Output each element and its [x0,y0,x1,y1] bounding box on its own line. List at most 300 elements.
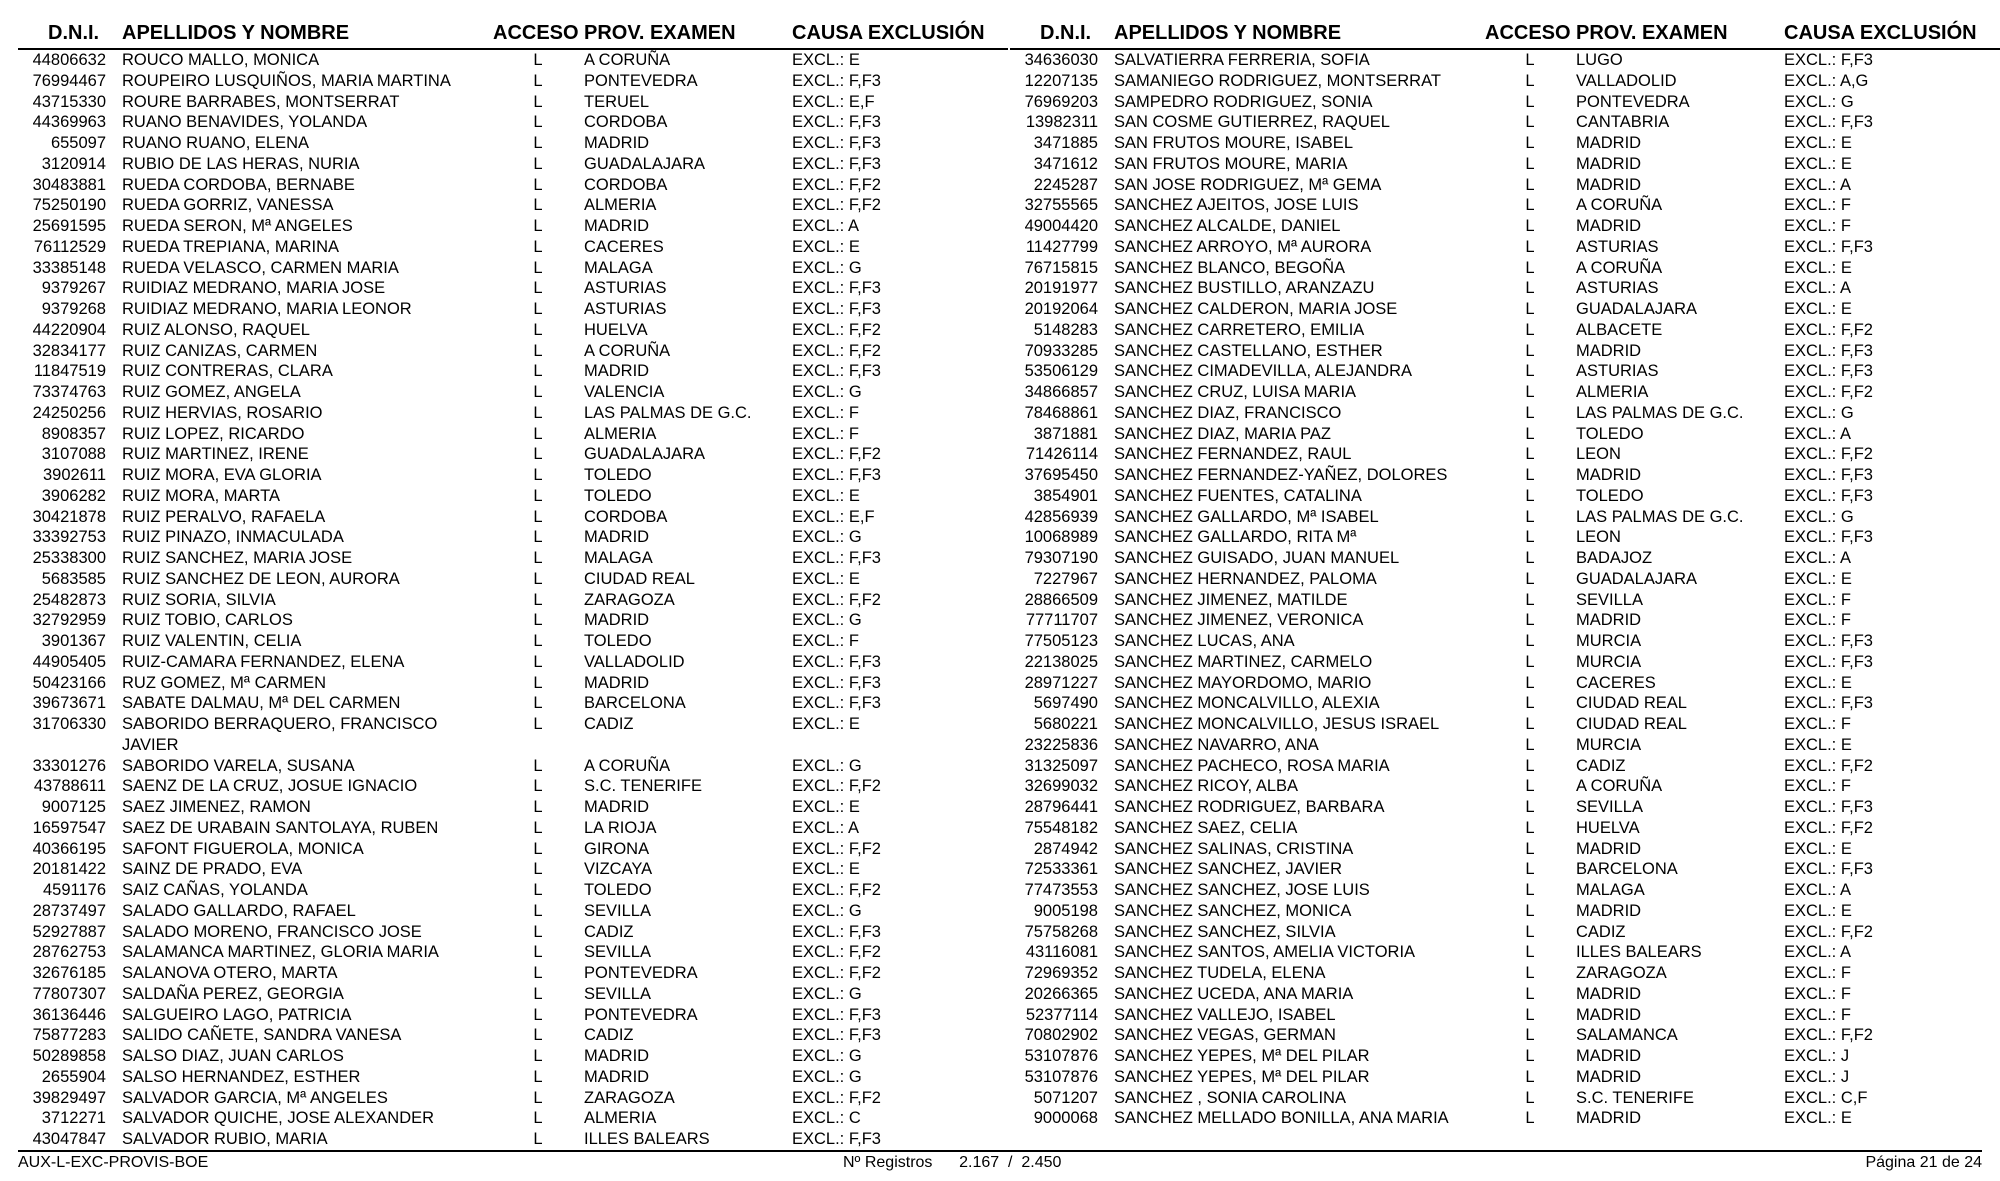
name-cell: SANCHEZ FUENTES, CATALINA [1114,486,1362,505]
dni-cell: 75877283 [32,1026,106,1045]
acceso-cell: L [533,466,543,484]
acceso-cell: L [1525,590,1535,609]
name-cell: SAEZ DE URABAIN SANTOLAYA, RUBEN [122,818,439,837]
table-row [1010,548,2000,569]
acceso-cell: L [1525,528,1535,547]
name-cell: RUIZ MORA, EVA GLORIA [122,466,322,484]
dni-cell: 33385148 [32,258,106,277]
acceso-cell: L [1525,964,1535,982]
prov-cell: TOLEDO [1576,424,1644,443]
name-cell: SAEZ JIMENEZ, RAMON [122,798,311,816]
prov-cell: ASTURIAS [584,300,667,318]
causa-cell: EXCL.: F,F3 [792,71,881,90]
name-cell: RUIDIAZ MEDRANO, MARIA LEONOR [122,300,412,318]
name-cell: ROUCO MALLO, MONICA [122,51,320,69]
name-cell: SANCHEZ SANTOS, AMELIA VICTORIA [1114,943,1416,962]
prov-cell: GUADALAJARA [1576,569,1698,588]
table-row [18,424,1008,445]
acceso-cell: L [533,445,543,464]
dni-cell: 75250190 [32,196,106,215]
name-cell: SALSO HERNANDEZ, ESTHER [122,1067,361,1086]
table-row [18,693,1008,714]
prov-cell: GUADALAJARA [584,445,706,464]
name-cell: SAN FRUTOS MOURE, MARIA [1114,154,1348,173]
table-row [18,444,1008,465]
table-row [1010,756,2000,777]
causa-cell: EXCL.: F [792,424,859,443]
table-row [1010,1088,2000,1109]
acceso-cell: L [533,715,543,733]
table-row [18,1046,1008,1067]
causa-cell: EXCL.: F,F2 [1784,922,1873,941]
causa-cell: EXCL.: G [792,383,862,401]
table-row [18,631,1008,652]
dni-cell: 75758268 [1024,922,1098,941]
prov-cell: CADIZ [1576,756,1626,775]
table-row [1010,278,2000,299]
table-row [1010,424,2000,445]
prov-cell: MALAGA [1576,881,1645,899]
table-row [1010,818,2000,839]
acceso-cell: L [533,798,543,816]
page-footer [18,1152,1982,1176]
prov-cell: TERUEL [584,92,650,111]
table-row [1010,963,2000,984]
name-cell: RUIZ GOMEZ, ANGELA [122,383,301,401]
dni-cell: 72533361 [1024,860,1098,879]
prov-cell: BADAJOZ [1576,549,1653,567]
causa-cell: EXCL.: F,F2 [1784,383,1873,401]
dni-cell: 53506129 [1024,362,1098,381]
causa-cell: EXCL.: F,F2 [1784,756,1873,775]
name-cell: SALADO MORENO, FRANCISCO JOSE [122,922,422,941]
causa-cell: EXCL.: A [792,217,859,235]
table-row [18,901,1008,922]
causa-cell: EXCL.: E [792,798,860,816]
prov-cell: CACERES [584,237,664,256]
name-cell: SANCHEZ ALCALDE, DANIEL [1114,217,1341,235]
acceso-cell: L [1525,1067,1535,1086]
dni-cell: 4591176 [42,881,106,899]
acceso-cell: L [1525,922,1535,941]
dni-cell: 73374763 [32,383,106,401]
dni-cell: 31706330 [32,715,106,733]
dni-cell: 77711707 [1025,611,1098,630]
table-row [1010,631,2000,652]
name-cell: SANCHEZ BUSTILLO, ARANZAZU [1114,279,1375,298]
table-row [18,1025,1008,1046]
acceso-cell: L [1525,383,1535,401]
prov-cell: MADRID [584,134,650,152]
dni-cell: 2655904 [41,1067,106,1086]
name-cell: SAMPEDRO RODRIGUEZ, SONIA [1114,92,1373,111]
name-cell: SANCHEZ SALINAS, CRISTINA [1114,839,1354,858]
causa-cell: EXCL.: F,F3 [792,673,881,692]
prov-cell: MADRID [584,528,650,547]
dni-cell: 24250256 [32,403,106,422]
acceso-cell: L [533,694,543,713]
table-row [1010,486,2000,507]
dni-cell: 53107876 [1024,1047,1098,1065]
prov-cell: TOLEDO [1576,486,1644,505]
table-row [18,299,1008,320]
document-code: AUX-L-EXC-PROVIS-BOE [18,1154,209,1171]
dni-cell: 37695450 [1024,466,1098,484]
dni-cell: 5148283 [1033,320,1098,339]
prov-cell: MADRID [584,798,650,816]
acceso-cell: L [1525,1026,1535,1045]
name-cell: SANCHEZ GALLARDO, Mª ISABEL [1114,507,1379,526]
acceso-cell: L [1525,1088,1535,1107]
table-row [1010,216,2000,237]
table-row [18,175,1008,196]
name-cell: SALVADOR RUBIO, MARIA [122,1130,328,1148]
dni-cell: 5680221 [1033,715,1098,733]
table-row [1010,922,2000,943]
name-cell: SAIZ CAÑAS, YOLANDA [122,881,308,899]
table-row [18,527,1008,548]
table-row [1010,258,2000,279]
name-cell: SALVATIERRA FERRERIA, SOFIA [1114,51,1370,69]
causa-cell: EXCL.: F,F2 [792,777,881,796]
table-row [18,590,1008,611]
acceso-cell: L [533,528,543,547]
table-row [18,320,1008,341]
prov-cell: MALAGA [584,258,653,277]
acceso-cell: L [1525,362,1535,381]
causa-cell: EXCL.: F,F3 [1784,528,1873,547]
dni-cell: 32792959 [32,611,106,630]
dni-cell: 43047847 [32,1130,106,1148]
name-cell: SANCHEZ RODRIGUEZ, BARBARA [1114,798,1385,816]
prov-cell: SEVILLA [584,943,651,962]
causa-cell: EXCL.: F,F3 [1784,694,1873,713]
dni-cell: 42856939 [1024,507,1098,526]
prov-cell: S.C. TENERIFE [1576,1088,1694,1107]
acceso-cell: L [1525,154,1535,173]
dni-cell: 76969203 [1024,92,1098,111]
causa-cell: EXCL.: G [792,1047,862,1065]
acceso-cell: L [533,424,543,443]
dni-cell: 3906282 [41,486,106,505]
causa-cell: EXCL.: F,F3 [792,300,881,318]
causa-cell: EXCL.: G [792,984,862,1003]
prov-cell: MADRID [1576,466,1642,484]
dni-cell: 3901367 [41,632,106,650]
table-row [18,133,1008,154]
causa-cell: EXCL.: F,F3 [1784,341,1873,360]
dni-cell: 44905405 [32,652,106,671]
name-cell: RUIDIAZ MEDRANO, MARIA JOSE [122,279,386,298]
acceso-cell: L [533,1067,543,1086]
acceso-cell: L [1525,881,1535,899]
name-cell: SALIDO CAÑETE, SANDRA VANESA [122,1026,402,1045]
prov-cell: HUELVA [1576,818,1640,837]
acceso-cell: L [1525,839,1535,858]
prov-cell: SEVILLA [584,984,651,1003]
acceso-cell: L [1525,51,1535,69]
acceso-cell: L [533,258,543,277]
prov-cell: VALLADOLID [1576,71,1677,90]
name-cell: SANCHEZ CASTELLANO, ESTHER [1114,341,1383,360]
table-rows-left [18,50,1008,1150]
prov-cell: A CORUÑA [584,756,671,775]
prov-cell: GIRONA [584,839,650,858]
name-cell: SANCHEZ CRUZ, LUISA MARIA [1114,383,1357,401]
name-cell: SANCHEZ VALLEJO, ISABEL [1114,1005,1336,1024]
acceso-cell: L [533,881,543,899]
name-cell: SANCHEZ UCEDA, ANA MARIA [1114,984,1354,1003]
dni-cell: 20191977 [1024,279,1098,298]
dni-cell: 76112529 [33,237,106,256]
acceso-cell: L [533,237,543,256]
causa-cell: EXCL.: E,F [792,507,875,526]
table-row [1010,112,2000,133]
table-row [18,154,1008,175]
prov-cell: ALMERIA [584,1109,657,1128]
name-cell: RUIZ HERVIAS, ROSARIO [122,403,323,422]
acceso-cell: L [533,943,543,962]
header-causa-exclusion: CAUSA EXCLUSIÓN [792,22,985,44]
table-row [1010,693,2000,714]
dni-cell: 77807307 [32,984,106,1003]
prov-cell: MADRID [1576,611,1642,630]
prov-cell: LAS PALMAS DE G.C. [1576,403,1744,422]
name-cell: SANCHEZ YEPES, Mª DEL PILAR [1114,1067,1370,1086]
acceso-cell: L [533,652,543,671]
acceso-cell: L [533,549,543,567]
causa-cell: EXCL.: F,F3 [792,134,881,152]
causa-cell: EXCL.: F,F2 [792,964,881,982]
causa-cell: EXCL.: E,F [792,92,875,111]
acceso-cell: L [1525,279,1535,298]
table-row [1010,403,2000,424]
table-row [18,361,1008,382]
acceso-cell: L [533,1047,543,1065]
dni-cell: 36136446 [32,1005,106,1024]
prov-cell: LUGO [1576,51,1623,69]
acceso-cell: L [1525,237,1535,256]
causa-cell: EXCL.: F [1784,984,1851,1003]
dni-cell: 77505123 [1024,632,1098,650]
causa-cell: EXCL.: G [792,1067,862,1086]
causa-cell: EXCL.: F,F3 [792,466,881,484]
dni-cell: 9379268 [41,300,106,318]
dni-cell: 30421878 [32,507,106,526]
dni-cell: 2874942 [1033,839,1098,858]
causa-cell: EXCL.: F [1784,715,1851,733]
name-cell: RUIZ PERALVO, RAFAELA [122,507,326,526]
acceso-cell: L [1525,258,1535,277]
dni-cell: 49004420 [1024,217,1098,235]
name-cell: RUEDA VELASCO, CARMEN MARIA [122,258,399,277]
dni-cell: 33392753 [32,528,106,547]
acceso-cell: L [1525,798,1535,816]
name-cell: ROURE BARRABES, MONTSERRAT [122,92,400,111]
dni-cell: 39673671 [32,694,106,713]
dni-cell: 70802902 [1024,1026,1098,1045]
prov-cell: MADRID [1576,341,1642,360]
prov-cell: TOLEDO [584,632,652,650]
dni-cell: 3471885 [1033,134,1098,152]
dni-cell: 3854901 [1033,486,1098,505]
table-row [1010,299,2000,320]
acceso-cell: L [533,403,543,422]
name-cell: SANCHEZ MONCALVILLO, ALEXIA [1114,694,1380,713]
dni-cell: 28737497 [32,901,106,920]
dni-cell: 28762753 [32,943,106,962]
acceso-cell: L [1525,403,1535,422]
name-cell: SANCHEZ JIMENEZ, VERONICA [1114,611,1364,630]
table-row [1010,652,2000,673]
dni-cell: 9005198 [1033,901,1098,920]
name-cell: SAMANIEGO RODRIGUEZ, MONTSERRAT [1114,71,1441,90]
table-row [18,673,1008,694]
dni-cell: 40366195 [32,839,106,858]
acceso-cell: L [1525,756,1535,775]
prov-cell: GUADALAJARA [584,154,706,173]
table-row [1010,507,2000,528]
name-cell: RUIZ PINAZO, INMACULADA [122,528,344,547]
causa-cell: EXCL.: F [1784,196,1851,215]
dni-cell: 44369963 [32,113,106,132]
causa-cell: EXCL.: A [1784,279,1851,298]
prov-cell: MADRID [1576,839,1642,858]
table-row [18,50,1008,71]
name-cell: SANCHEZ SANCHEZ, MONICA [1114,901,1352,920]
name-cell: RUIZ SANCHEZ DE LEON, AURORA [122,569,400,588]
prov-cell: VALLADOLID [584,652,685,671]
prov-cell: VALENCIA [584,383,665,401]
causa-cell: EXCL.: E [1784,154,1852,173]
causa-cell: EXCL.: F,F3 [1784,237,1873,256]
causa-cell: EXCL.: F,F2 [1784,1026,1873,1045]
acceso-cell: L [533,964,543,982]
record-count: Nº Registros 2.167 / 2.450 [843,1154,1062,1171]
dni-cell: 3902611 [42,466,106,484]
causa-cell: EXCL.: A [1784,424,1851,443]
prov-cell: SEVILLA [1576,590,1643,609]
name-cell: RUIZ SANCHEZ, MARIA JOSE [122,549,353,567]
name-cell: SANCHEZ , SONIA CAROLINA [1114,1088,1346,1107]
acceso-cell: L [1525,196,1535,215]
column-header [18,18,1008,50]
causa-cell: EXCL.: E [1784,300,1852,318]
prov-cell: SEVILLA [1576,798,1643,816]
causa-cell: EXCL.: F,F2 [792,943,881,962]
name-cell: RUANO BENAVIDES, YOLANDA [122,113,368,132]
dni-cell: 72969352 [1024,964,1098,982]
name-cell: SANCHEZ PACHECO, ROSA MARIA [1114,756,1390,775]
causa-cell: EXCL.: F,F2 [1784,320,1873,339]
dni-cell: 3471612 [1033,154,1098,173]
prov-cell: A CORUÑA [1576,196,1663,215]
name-cell: SANCHEZ LUCAS, ANA [1114,632,1295,650]
acceso-cell: L [533,320,543,339]
prov-cell: ASTURIAS [1576,362,1659,381]
dni-cell: 11427799 [1025,237,1098,256]
causa-cell: EXCL.: F,F2 [792,196,881,215]
name-cell: RUIZ LOPEZ, RICARDO [122,424,305,443]
causa-cell: EXCL.: E [792,237,860,256]
table-row [1010,133,2000,154]
causa-cell: EXCL.: G [792,901,862,920]
prov-cell: MADRID [1576,1005,1642,1024]
name-cell: RUIZ VALENTIN, CELIA [122,632,302,650]
table-row [1010,71,2000,92]
table-row [1010,590,2000,611]
causa-cell: EXCL.: A [1784,881,1851,899]
name-cell: RUEDA CORDOBA, BERNABE [122,175,355,194]
causa-cell: EXCL.: G [1784,92,1854,111]
prov-cell: MADRID [1576,134,1642,152]
dni-cell: 22138025 [1024,652,1098,671]
prov-cell: LAS PALMAS DE G.C. [1576,507,1744,526]
acceso-cell: L [533,279,543,298]
prov-cell: ALMERIA [584,196,657,215]
name-cell: SANCHEZ VEGAS, GERMAN [1114,1026,1336,1045]
name-cell: SABORIDO VARELA, SUSANA [122,756,355,775]
acceso-cell: L [1525,818,1535,837]
dni-cell: 78468861 [1024,403,1098,422]
dni-cell: 43116081 [1025,943,1098,962]
causa-cell: EXCL.: F,F3 [1784,486,1873,505]
table-row [18,507,1008,528]
prov-cell: A CORUÑA [1576,258,1663,277]
table-row [18,403,1008,424]
causa-cell: EXCL.: A [1784,175,1851,194]
prov-cell: MADRID [1576,1109,1642,1128]
acceso-cell: L [1525,113,1535,132]
causa-cell: EXCL.: F,F3 [792,362,881,381]
dni-cell: 79307190 [1024,549,1098,567]
name-cell: SALVADOR GARCIA, Mª ANGELES [122,1088,388,1107]
causa-cell: EXCL.: F [792,403,859,422]
causa-cell: EXCL.: E [1784,735,1852,754]
causa-cell: EXCL.: F,F3 [792,652,881,671]
prov-cell: CIUDAD REAL [1576,694,1687,713]
causa-cell: EXCL.: E [1784,134,1852,152]
name-cell: RUEDA TREPIANA, MARINA [122,237,339,256]
table-row [1010,195,2000,216]
causa-cell: EXCL.: F,F3 [792,279,881,298]
acceso-cell: L [533,756,543,775]
causa-cell: EXCL.: C [792,1109,861,1128]
acceso-cell: L [533,777,543,796]
acceso-cell: L [1525,175,1535,194]
causa-cell: EXCL.: F,F3 [792,113,881,132]
acceso-cell: L [1525,611,1535,630]
name-cell: SANCHEZ MELLADO BONILLA, ANA MARIA [1114,1109,1449,1128]
dni-cell: 31325097 [1024,756,1098,775]
acceso-cell: L [1525,569,1535,588]
causa-cell: EXCL.: A,G [1784,71,1869,90]
table-row [1010,735,2000,756]
name-cell: SANCHEZ HERNANDEZ, PALOMA [1114,569,1377,588]
prov-cell: MURCIA [1576,652,1642,671]
causa-cell: EXCL.: A [1784,549,1851,567]
causa-cell: EXCL.: E [1784,901,1852,920]
name-cell: RUIZ TOBIO, CARLOS [122,611,293,630]
prov-cell: MADRID [584,673,650,692]
acceso-cell: L [533,196,543,215]
prov-cell: SALAMANCA [1576,1026,1678,1045]
table-row [18,569,1008,590]
dni-cell: 9379267 [41,279,106,298]
table-row [1010,465,2000,486]
acceso-cell: L [533,632,543,650]
dni-cell: 53107876 [1024,1067,1098,1086]
